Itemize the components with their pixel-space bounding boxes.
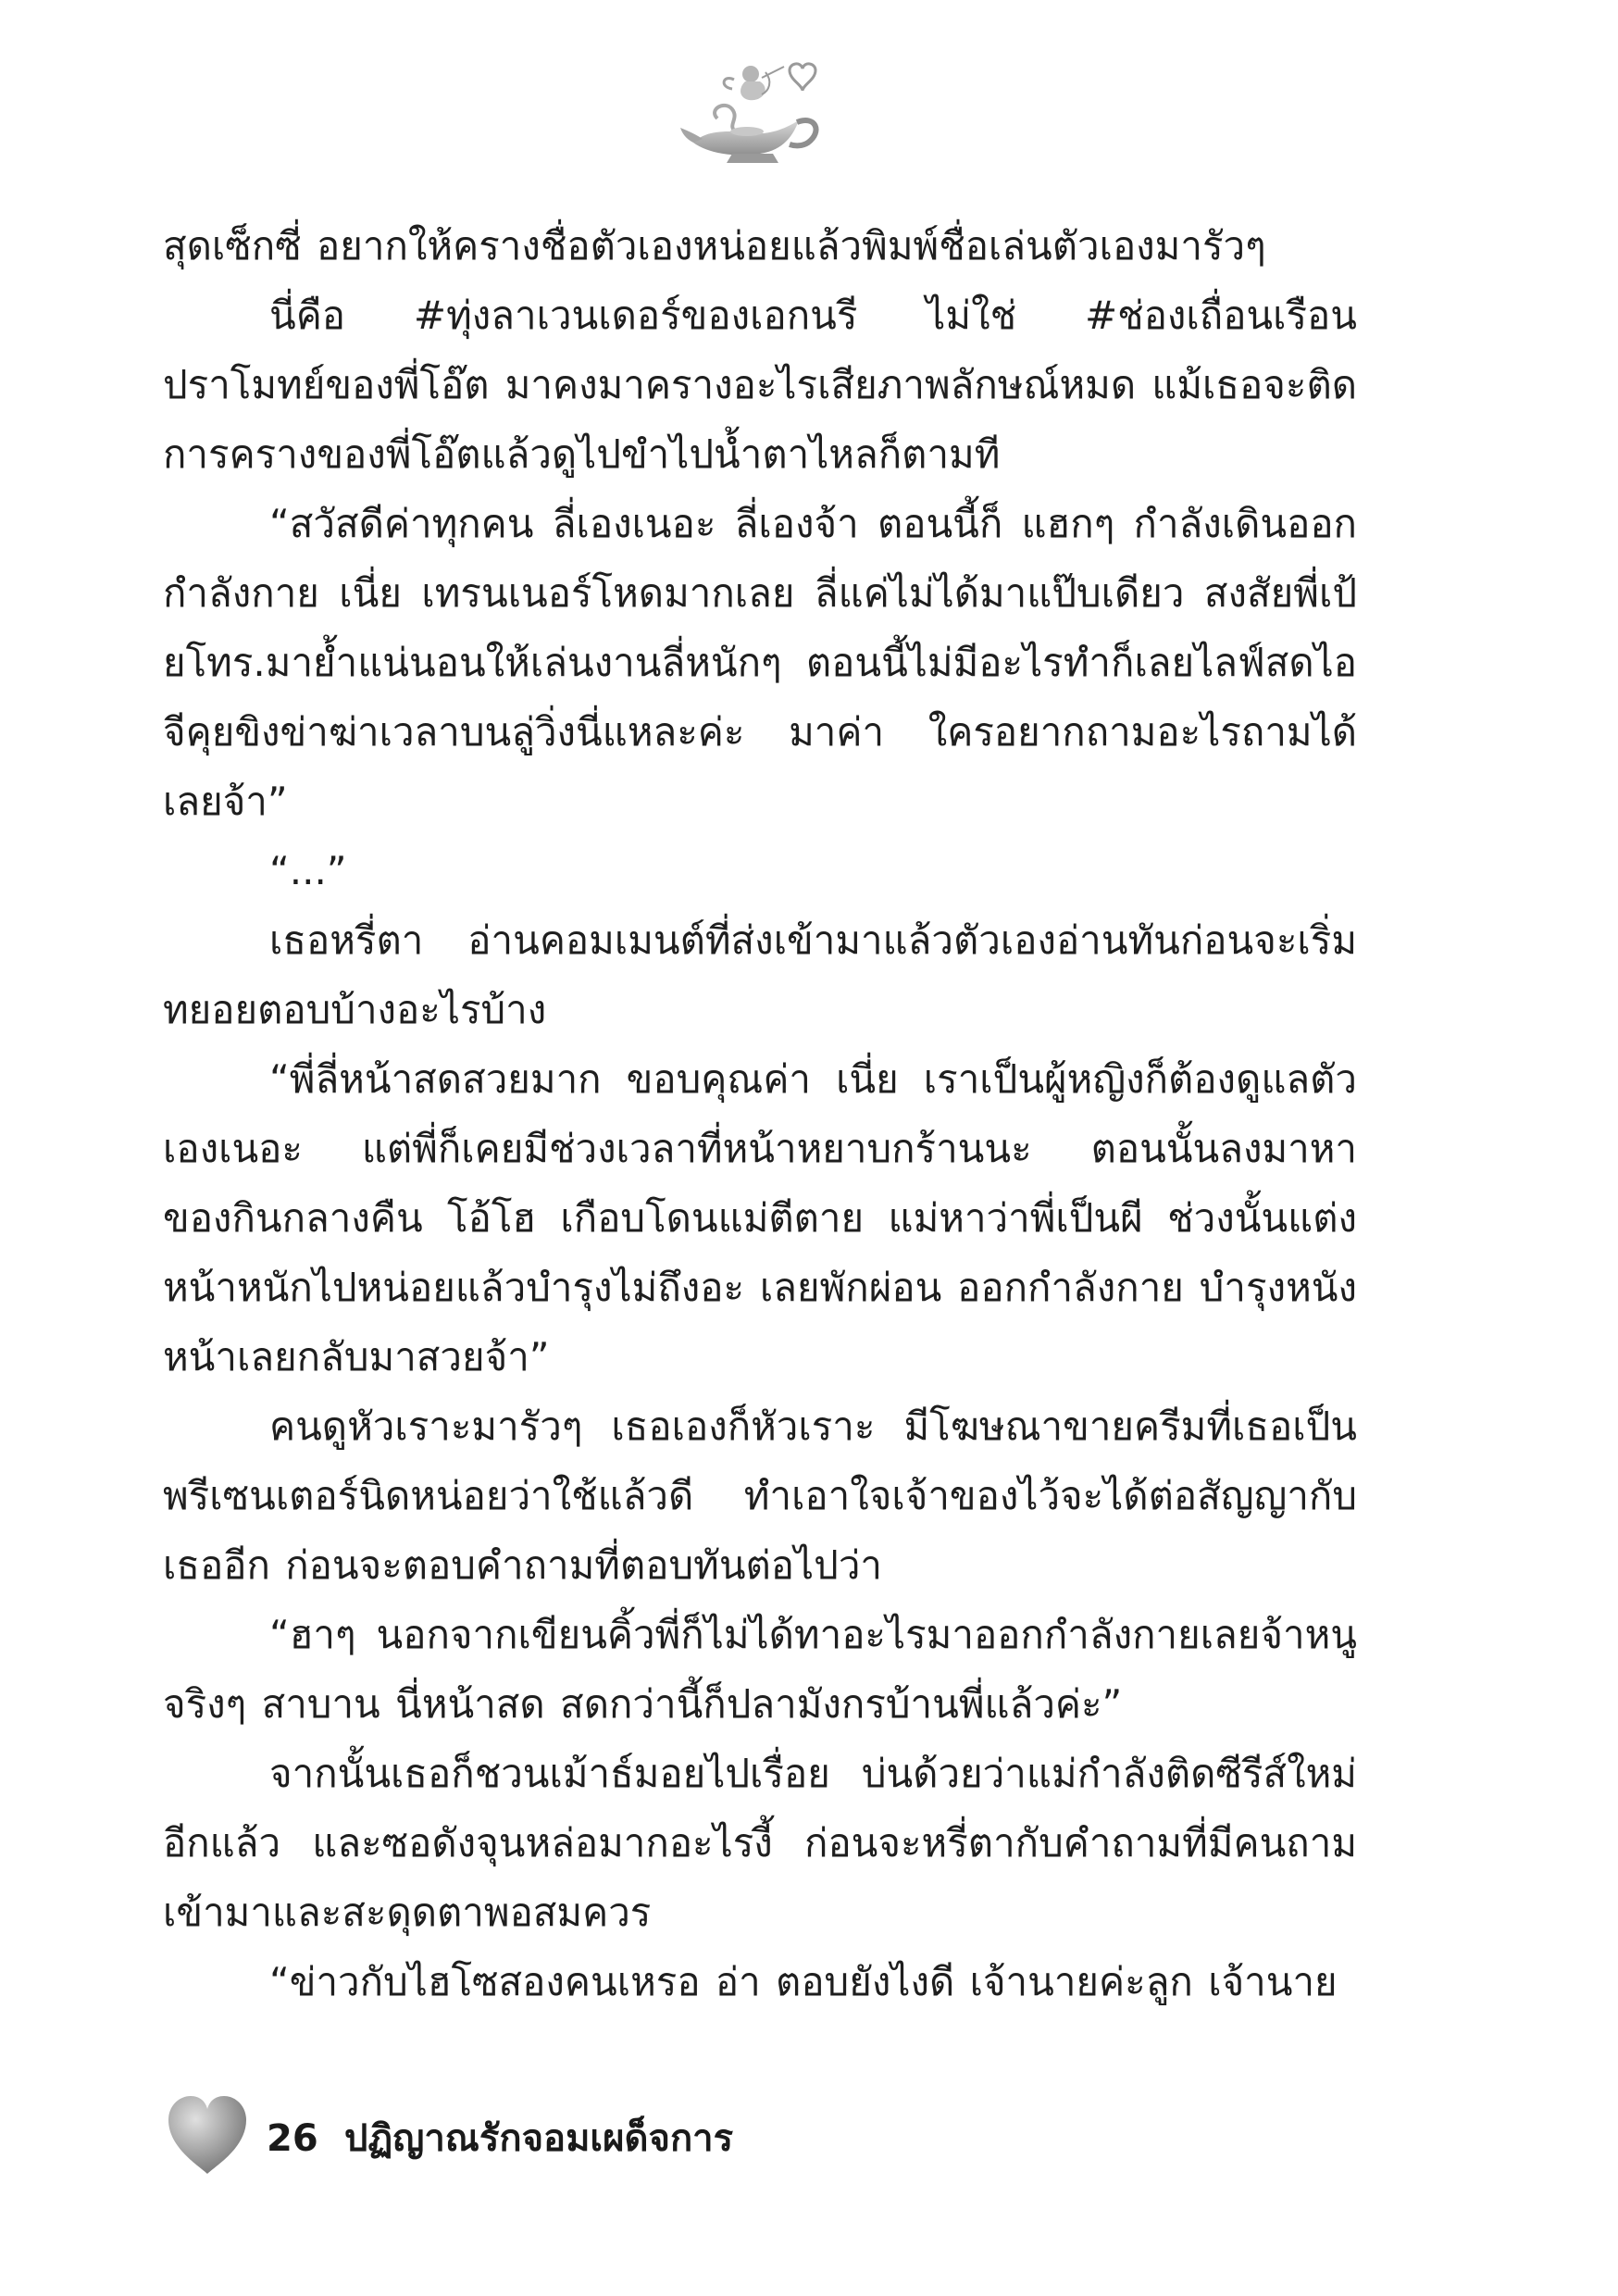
paragraph: “ข่าวกับไฮโซสองคนเหรอ อ่า ตอบยังไงดี เจ้านายค่ะลูก เจ้านาย [269,1959,1338,2004]
page-number: 26 [267,2117,318,2160]
genie-lamp-cupid-icon [680,54,828,174]
paragraph: “ฮาๆ นอกจากเขียนคิ้วพี่ก็ไม่ได้ทาอะไรมาออกกำลังกายเลยจ้าหนูจริงๆ สาบาน นี่หน้าสด สดกว่านี้ก็ปลามังกรบ้านพี่แล้วค่ะ” [163,1612,1357,1727]
paragraph: นี่คือ #ทุ่งลาเวนเดอร์ของเอกนรี ไม่ใช่ #ช่องเถื่อนเรือนปราโมทย์ของพี่โอ๊ต มาคงมาครางอะไรเสียภาพลักษณ์หมด แม้เธอจะติดการครางของพี่โอ๊ตแล้วดูไปขำไปน้ำตาไหลก็ตามที [163,293,1357,477]
paragraph: จากนั้นเธอก็ชวนเม้าธ์มอยไปเรื่อย บ่นด้วยว่าแม่กำลังติดซีรีส์ใหม่อีกแล้ว และซอดังจุนหล่อมากอะไรงี้ ก่อนจะหรี่ตากับคำถามที่มีคนถามเข้ามาและสะดุดตาพอสมควร [163,1751,1357,1935]
paragraph: คนดูหัวเราะมารัวๆ เธอเองก็หัวเราะ มีโฆษณาขายครีมที่เธอเป็นพรีเซนเตอร์นิดหน่อยว่าใช้แล้วดี ทำเอาใจเจ้าของไว้จะได้ต่อสัญญากับเธออีก ก่อนจะตอบคำถามที่ตอบทันต่อไปว่า [163,1404,1357,1588]
heart-icon [163,2090,252,2179]
book-title: ปฏิญาณรักจอมเผด็จการ [344,2117,734,2160]
paragraph: “พี่ลี่หน้าสดสวยมาก ขอบคุณค่า เนี่ย เราเป็นผู้หญิงก็ต้องดูแลตัวเองเนอะ แต่พี่ก็เคยมีช่วงเวลาที่หน้าหยาบกร้านนะ ตอนนั้นลงมาหาของกินกลางคืน โอ้โฮ เกือบโดนแม่ตีตาย แม่หาว่าพี่เป็นผี ช่วงนั้นแต่งหน้าหนักไปหน่อยแล้วบำรุงไม่ถึงอะ เลยพักผ่อน ออกกำลังกาย บำรุงหนังหน้าเลยกลับมาสวยจ้า” [163,1056,1357,1379]
page-footer [163,2090,996,2202]
body-text [163,211,1357,2016]
paragraph: “สวัสดีค่าทุกคน ลี่เองเนอะ ลี่เองจ้า ตอนนี้ก็ แฮกๆ กำลังเดินออกกำลังกาย เนี่ย เทรนเนอร์โหดมากเลย ลี่แค่ไม่ได้มาแป๊บเดียว สงสัยพี่เป้ยโทร.มาย้ำแน่นอนให้เล่นงานลี่หนักๆ ตอนนี้ไม่มีอะไรทำก็เลยไลฟ์สดไอจีคุยขิงข่าฆ่าเวลาบนลู่วิ่งนี่แหละค่ะ มาค่า ใครอยากถามอะไรถามได้เลยจ้า” [163,501,1357,824]
paragraph: เธอหรี่ตา อ่านคอมเมนต์ที่ส่งเข้ามาแล้วตัวเองอ่านทันก่อนจะเริ่มทยอยตอบบ้างอะไรบ้าง [163,917,1357,1032]
paragraph: “...” [269,848,347,893]
paragraph: สุดเซ็กซี่ อยากให้ครางชื่อตัวเองหน่อยแล้วพิมพ์ชื่อเล่นตัวเองมารัวๆ [163,223,1266,268]
